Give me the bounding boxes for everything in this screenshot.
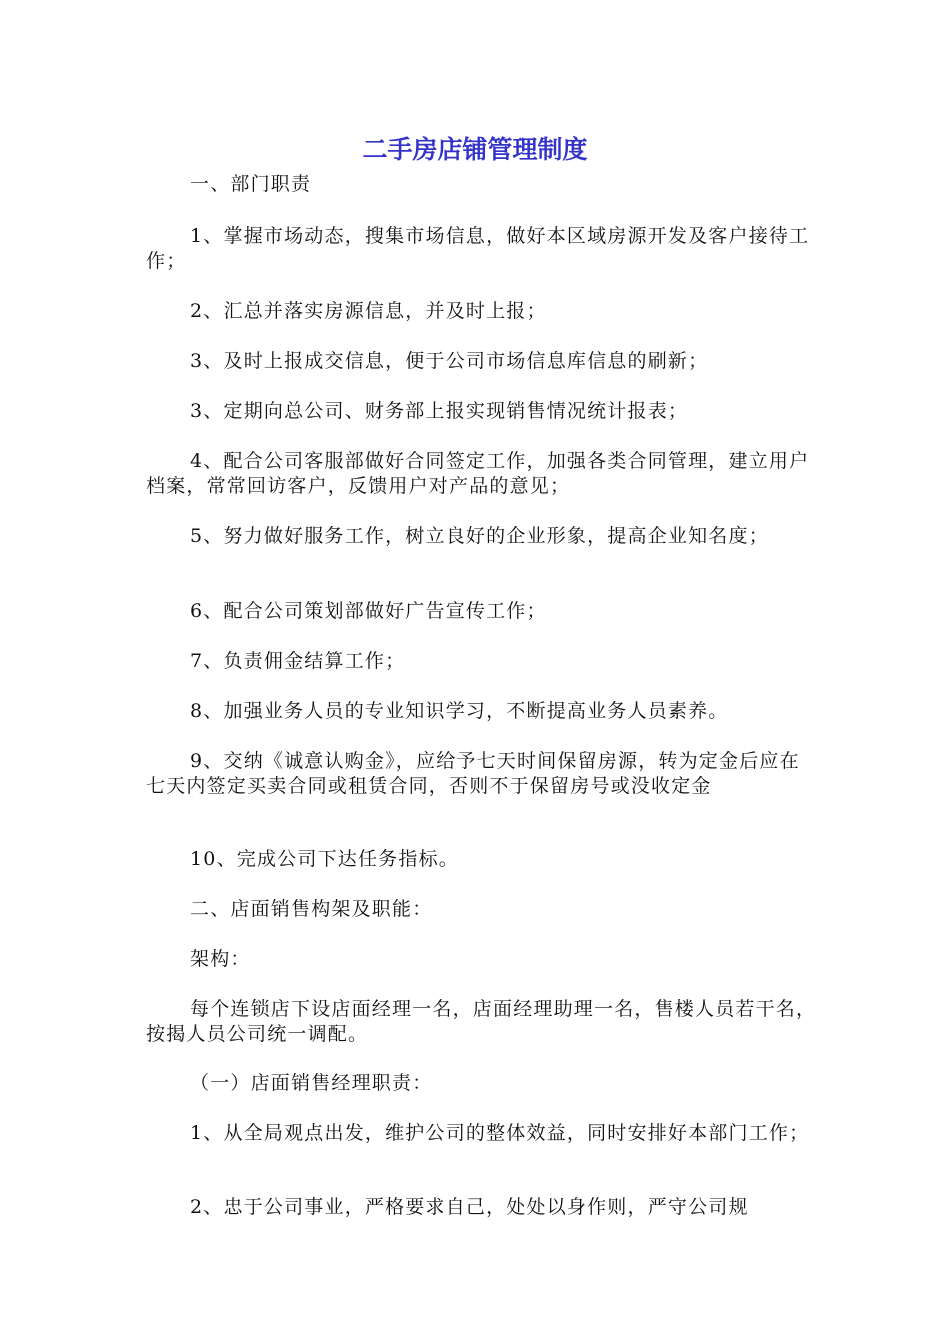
paragraph-duty-3b: 3、定期向总公司、财务部上报实现销售情况统计报表；: [190, 400, 689, 422]
paragraph-duty-1: 1、掌握市场动态，搜集市场信息，做好本区域房源开发及客户接待工作；: [146, 225, 810, 272]
paragraph-duty-7: 7、负责佣金结算工作；: [190, 650, 406, 672]
paragraph-section-2-heading: 二、店面销售构架及职能：: [190, 898, 433, 920]
paragraph-duty-10: 10、完成公司下达任务指标。: [190, 848, 459, 870]
paragraph-duty-2: 2、汇总并落实房源信息，并及时上报；: [190, 300, 547, 322]
paragraph-subsection-1-heading: （一）店面销售经理职责：: [190, 1072, 433, 1094]
paragraph-duty-8: 8、加强业务人员的专业知识学习，不断提高业务人员素养。: [190, 700, 729, 722]
paragraph-duty-9: 9、交纳《诚意认购金》，应给予七天时间保留房源，转为定金后应在七天内签定买卖合同或租赁合同，否则不于保留房号或没收定金: [146, 750, 800, 797]
paragraph-duty-4: 4、配合公司客服部做好合同签定工作，加强各类合同管理，建立用户档案，常常回访客户，反馈用户对产品的意见；: [146, 450, 810, 497]
paragraph-duty-3a: 3、及时上报成交信息，便于公司市场信息库信息的刷新；: [190, 350, 709, 372]
paragraph-structure-description: 每个连锁店下设店面经理一名，店面经理助理一名，售楼人员若干名，按揭人员公司统一调配。: [146, 998, 817, 1045]
paragraph-manager-duty-1: 1、从全局观点出发，维护公司的整体效益，同时安排好本部门工作；: [190, 1122, 810, 1144]
paragraph-manager-duty-2: 2、忠于公司事业，严格要求自己，处处以身作则，严守公司规: [190, 1196, 749, 1218]
paragraph-duty-6: 6、配合公司策划部做好广告宣传工作；: [190, 600, 547, 622]
paragraph-duty-5: 5、努力做好服务工作，树立良好的企业形象，提高企业知名度；: [190, 525, 769, 547]
document-title: 二手房店铺管理制度: [362, 135, 588, 164]
paragraph-structure-label: 架构：: [190, 948, 251, 970]
paragraph-section-1-heading: 一、部门职责: [190, 173, 312, 195]
